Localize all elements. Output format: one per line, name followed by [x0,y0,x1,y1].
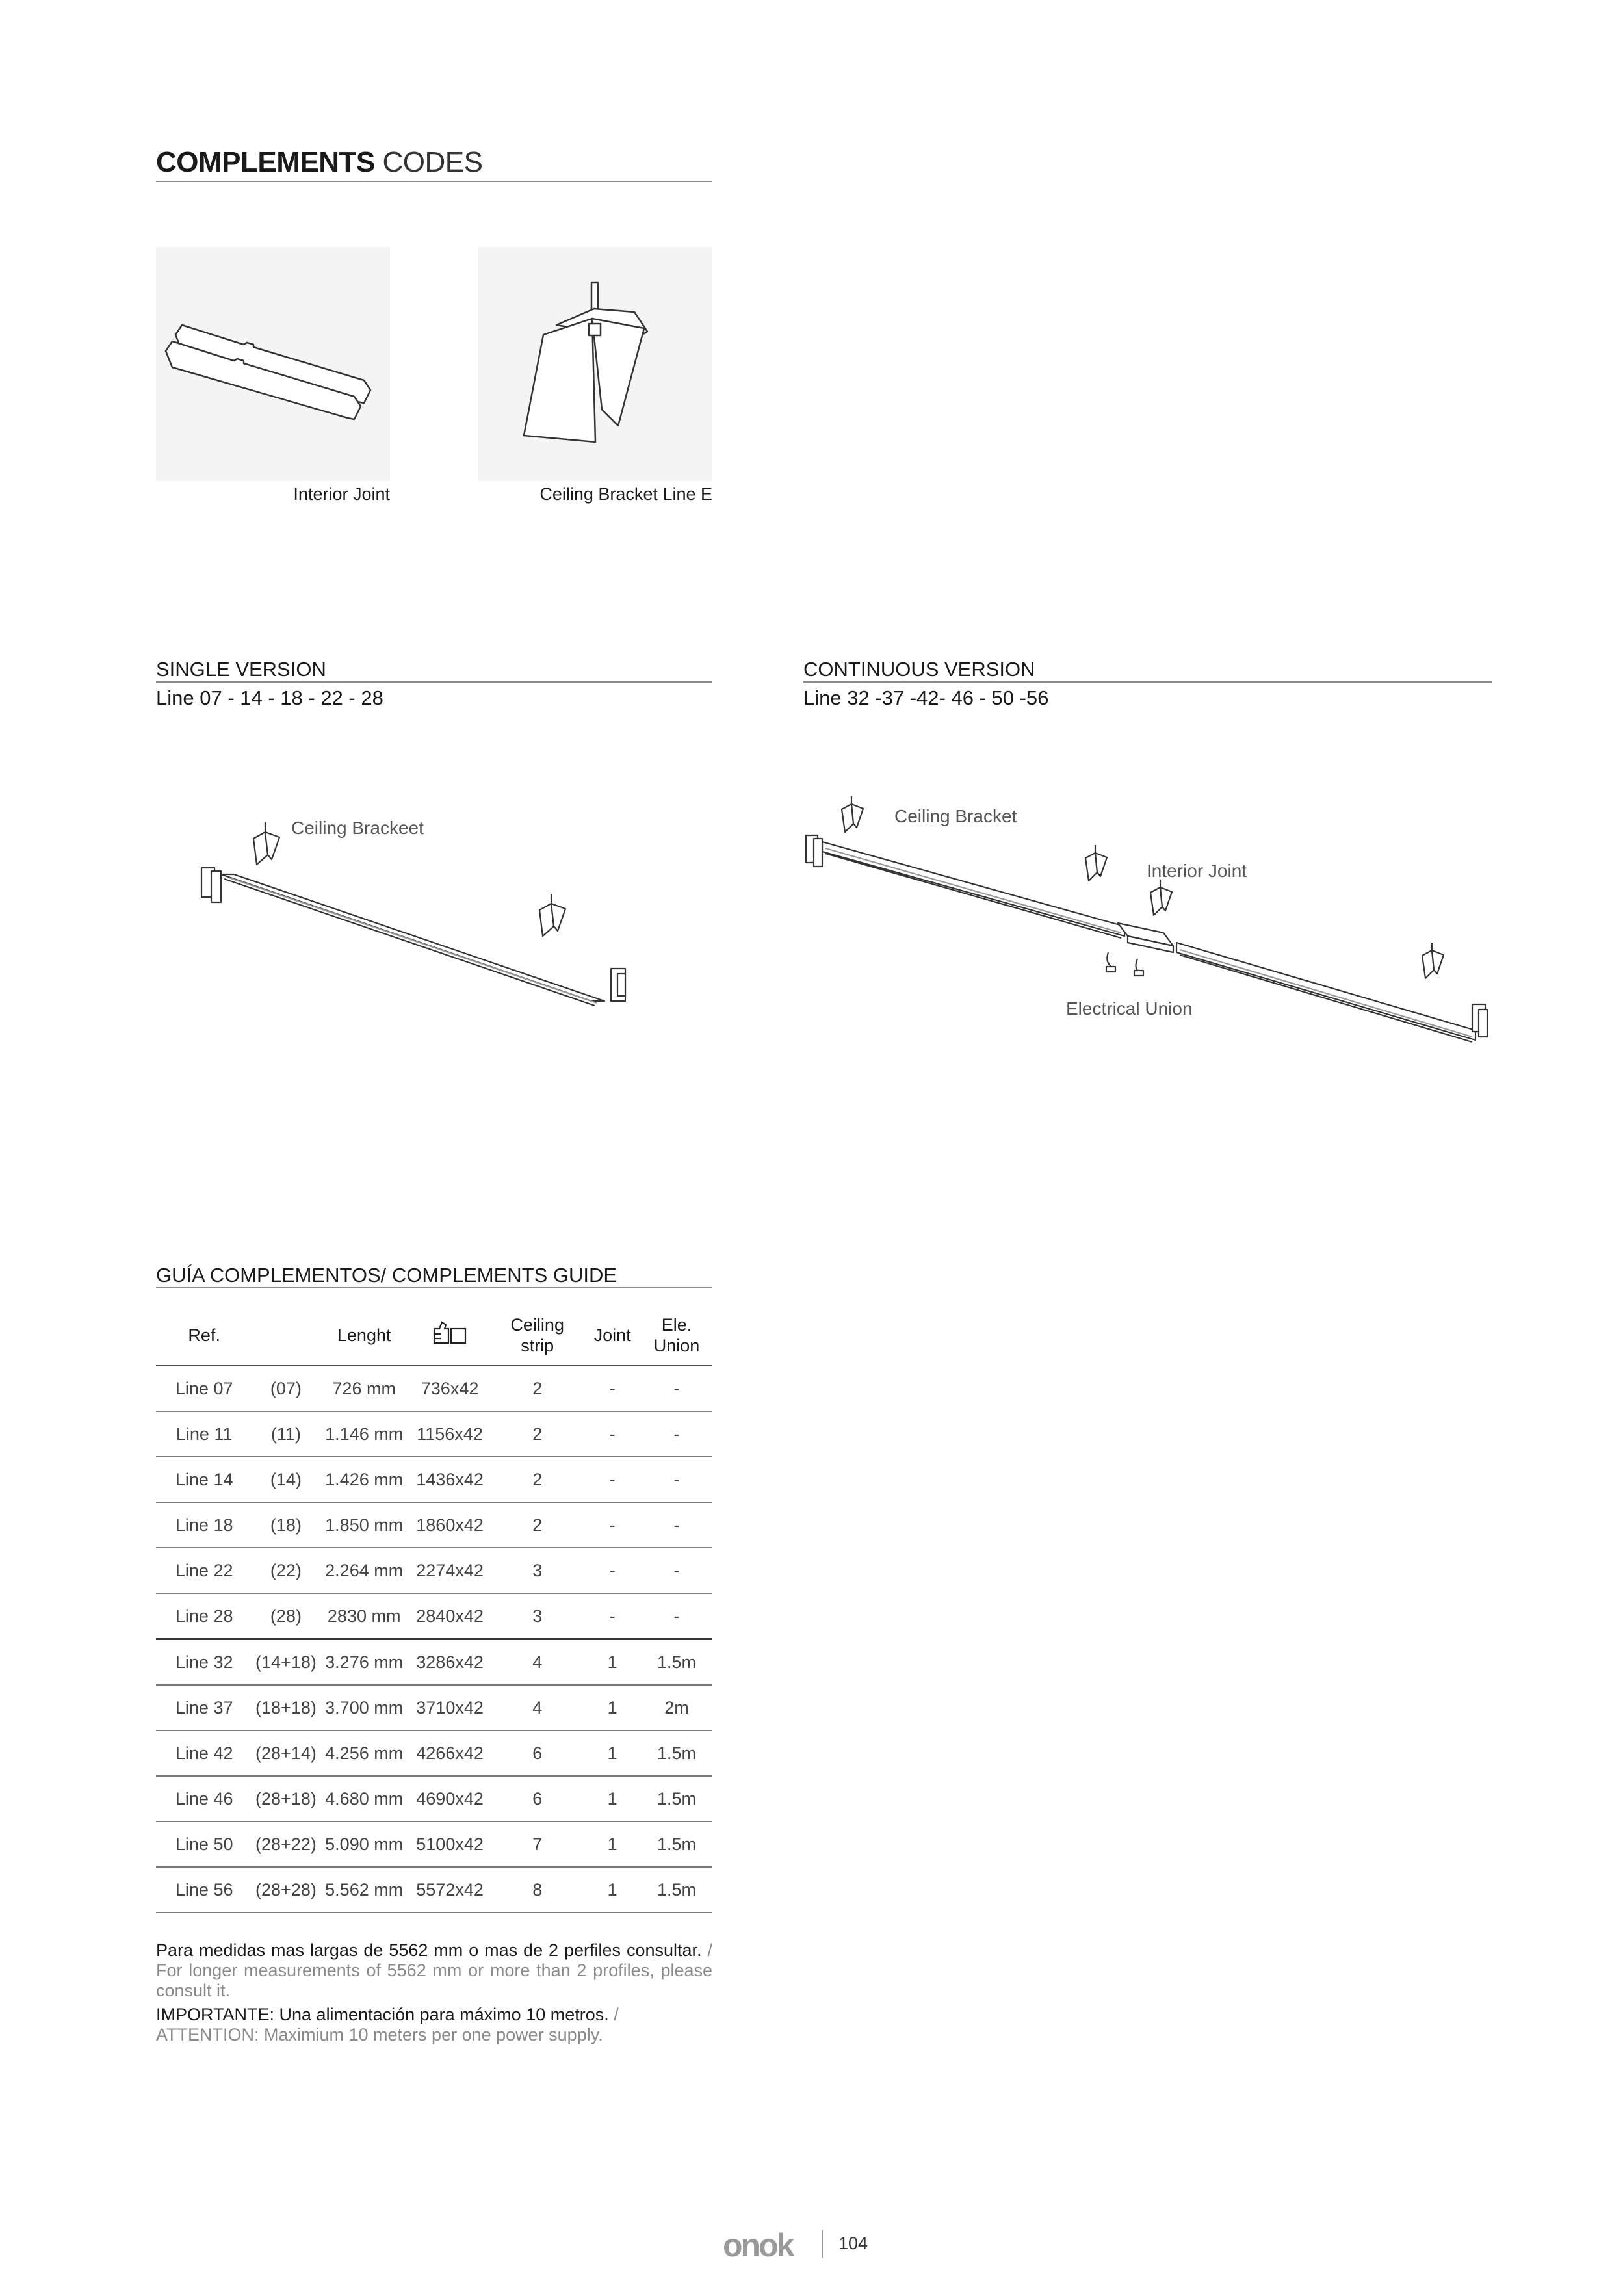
ceiling-bracket-image [478,247,712,481]
cell-union: 1.5m [641,1639,712,1686]
cell-combo: (14+18) [252,1639,319,1686]
header-ceiling-strip: Ceiling strip [491,1305,584,1366]
cell-length: 1.426 mm [320,1457,409,1502]
connector-a [1106,967,1115,972]
cell-ref: Line 46 [156,1776,252,1821]
single-version-section [156,658,712,710]
footer-divider [822,2230,823,2258]
note-consult: Para medidas mas largas de 5562 mm o mas de 2 perfiles consultar. / For longer measurements of 5562 mm or more than 2 profiles, please consult it. [156,1940,712,2000]
cell-union: - [641,1593,712,1639]
cell-combo: (28+28) [252,1867,319,1912]
cell-ref: Line 11 [156,1411,252,1457]
profile-left-edge [825,854,1121,938]
cell-joint: - [584,1457,641,1502]
cell-union: - [641,1548,712,1593]
cell-union: 1.5m [641,1867,712,1912]
table-row [156,1411,712,1457]
cell-strip: 7 [491,1821,584,1867]
cutout-box [451,1329,465,1343]
title-bold: COMPLEMENTS [156,146,375,178]
cutout-icon [432,1321,468,1346]
table-row [156,1593,712,1639]
tile-caption-interior-joint: Interior Joint [293,484,390,504]
tile-caption-ceiling-bracket: Ceiling Bracket Line E [539,484,712,504]
cell-ref: Line 07 [156,1366,252,1411]
cell-joint: - [584,1593,641,1639]
cell-cutout: 5100x42 [409,1821,491,1867]
table-row [156,1867,712,1912]
cell-combo: (28+14) [252,1730,319,1776]
cell-joint: 1 [584,1685,641,1730]
title-light: CODES [382,146,483,178]
single-version-heading: SINGLE VERSION [156,658,712,683]
cell-cutout: 1860x42 [409,1502,491,1548]
cell-joint: - [584,1502,641,1548]
bracket-clip [589,324,601,335]
cell-cutout: 3286x42 [409,1639,491,1686]
bracket-right-b [551,904,565,931]
bracket-left-b [265,832,279,859]
table-row [156,1821,712,1867]
profile-diffuser [229,878,597,1003]
cell-joint: - [584,1366,641,1411]
cell-cutout: 4690x42 [409,1776,491,1821]
continuous-interior-joint-label: Interior Joint [1147,861,1247,881]
header-joint: Joint [584,1305,641,1366]
cell-strip: 4 [491,1685,584,1730]
cell-ref: Line 22 [156,1548,252,1593]
cell-strip: 6 [491,1730,584,1776]
cell-strip: 2 [491,1457,584,1502]
cell-length: 1.146 mm [320,1411,409,1457]
cell-cutout: 1156x42 [409,1411,491,1457]
cell-ref: Line 42 [156,1730,252,1776]
cell-union: 1.5m [641,1776,712,1821]
cell-strip: 3 [491,1593,584,1639]
cell-joint: 1 [584,1821,641,1867]
cell-length: 3.276 mm [320,1639,409,1686]
cell-joint: - [584,1548,641,1593]
cell-cutout: 4266x42 [409,1730,491,1776]
cell-strip: 2 [491,1411,584,1457]
cell-combo: (28) [252,1593,319,1639]
cell-length: 3.700 mm [320,1685,409,1730]
profile-edge [224,879,595,1006]
continuous-ceiling-bracket-label: Ceiling Bracket [894,806,1017,826]
single-ceiling-bracket-label: Ceiling Brackeet [291,818,424,838]
cell-cutout: 5572x42 [409,1867,491,1912]
bracket-left-wing [524,319,595,442]
cell-combo: (07) [252,1366,319,1411]
cell-ref: Line 32 [156,1639,252,1686]
table-row [156,1366,712,1411]
table-row [156,1502,712,1548]
cell-length: 2.264 mm [320,1548,409,1593]
cell-union: 2m [641,1685,712,1730]
cell-length: 4.680 mm [320,1776,409,1821]
continuous-electrical-union-label: Electrical Union [1066,998,1193,1019]
cell-ref: Line 37 [156,1685,252,1730]
table-row [156,1776,712,1821]
continuous-version-section [803,658,1492,710]
cell-length: 2830 mm [320,1593,409,1639]
cell-union: - [641,1411,712,1457]
cutout-hand [434,1322,448,1343]
header-ref: Ref. [156,1305,252,1366]
cell-combo: (18+18) [252,1685,319,1730]
ceiling-bracket-icon [478,247,712,481]
cell-joint: 1 [584,1776,641,1821]
cell-union: - [641,1366,712,1411]
cell-union: - [641,1457,712,1502]
cell-ref: Line 28 [156,1593,252,1639]
profile-left [822,842,1124,936]
brand-logo: onok [723,2227,793,2263]
table-row [156,1548,712,1593]
cell-strip: 4 [491,1639,584,1686]
cell-length: 4.256 mm [320,1730,409,1776]
single-version-lines: Line 07 - 14 - 18 - 22 - 28 [156,686,383,709]
cell-cutout: 2274x42 [409,1548,491,1593]
single-version-diagram [188,813,669,1008]
cell-combo: (11) [252,1411,319,1457]
cell-length: 1.850 mm [320,1502,409,1548]
notes [156,1940,712,2049]
cell-strip: 6 [491,1776,584,1821]
cell-union: 1.5m [641,1821,712,1867]
cell-strip: 8 [491,1867,584,1912]
end-cap-right-inner [617,974,625,996]
cell-length: 5.090 mm [320,1821,409,1867]
cell-union: - [641,1502,712,1548]
table-row [156,1457,712,1502]
cell-cutout: 736x42 [409,1366,491,1411]
cell-ref: Line 18 [156,1502,252,1548]
cell-joint: 1 [584,1639,641,1686]
table-row [156,1639,712,1686]
guide-title: GUÍA COMPLEMENTOS/ COMPLEMENTS GUIDE [156,1264,712,1288]
page-title [156,148,712,182]
cell-combo: (18) [252,1502,319,1548]
electrical-cable-a [1107,952,1111,967]
cell-length: 5.562 mm [320,1867,409,1912]
interior-joint-icon [156,247,390,481]
cell-combo: (14) [252,1457,319,1502]
profile-body [221,874,604,1001]
cell-ref: Line 56 [156,1867,252,1912]
cell-length: 726 mm [320,1366,409,1411]
table-body [156,1366,712,1912]
table-row [156,1730,712,1776]
connector-b [1134,971,1143,976]
table-header-row [156,1305,712,1366]
cell-strip: 2 [491,1502,584,1548]
cell-combo: (22) [252,1548,319,1593]
header-length: Lenght [320,1305,409,1366]
page-number: 104 [838,2234,868,2253]
cell-cutout: 2840x42 [409,1593,491,1639]
continuous-version-lines: Line 32 -37 -42- 46 - 50 -56 [803,686,1049,709]
cell-strip: 3 [491,1548,584,1593]
cell-cutout: 1436x42 [409,1457,491,1502]
header-ele-union: Ele. Union [641,1305,712,1366]
cell-ref: Line 14 [156,1457,252,1502]
cell-joint: 1 [584,1867,641,1912]
complements-guide-table [156,1305,712,1913]
electrical-cable-b [1136,959,1138,971]
end-cap-left-inner [211,871,221,902]
continuous-version-heading: CONTINUOUS VERSION [803,658,1492,683]
cell-combo: (28+18) [252,1776,319,1821]
table-row [156,1685,712,1730]
cell-union: 1.5m [641,1730,712,1776]
cell-ref: Line 50 [156,1821,252,1867]
header-cutout [409,1305,491,1366]
cell-joint: 1 [584,1730,641,1776]
cell-strip: 2 [491,1366,584,1411]
cell-cutout: 3710x42 [409,1685,491,1730]
note-power-supply: IMPORTANTE: Una alimentación para máximo 10 metros. / ATTENTION: Maximium 10 meters per one power supply. [156,2005,619,2044]
cell-combo: (28+22) [252,1821,319,1867]
cell-joint: - [584,1411,641,1457]
interior-joint-image [156,247,390,481]
